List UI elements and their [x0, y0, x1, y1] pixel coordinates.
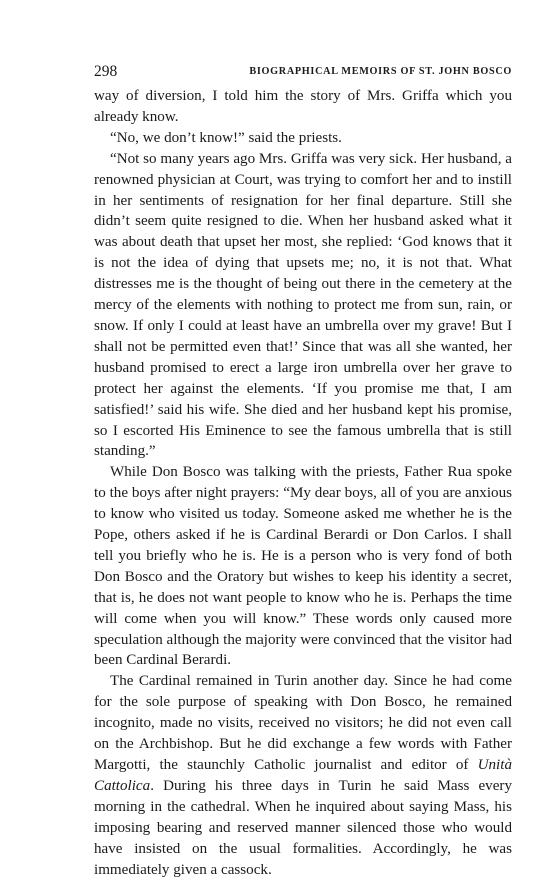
paragraph-father-rua: While Don Bosco was talking with the priests, Father Rua spoke to the boys after night prayers: “My dear boys, all of you are anxious to know who visited us today. Someone asked me whether he is the Pope, others asked if he is Cardinal Berardi or Don Carlos. I shall tell you briefly who he is. He is a person who is very fond of both Don Bosco and the Oratory but wishes to keep his identity a secret, that is, he does not want people to know who he is. Perhaps the time will come when you will know.” These words only caused more speculation although the majority were convinced that the visitor had been Cardinal Berardi. [94, 464, 512, 669]
paragraph-text-before: The Cardinal remained in Turin another day. Since he had come for the sole purpose of speaking with Don Bosco, he remained incognito, made no visits, received no visitors; he did not even call on the Archbishop. But he did exchange a few words with Father Margotti, the staunchly Catholic journalist and editor of [94, 673, 512, 773]
newspaper-title: Unità Cattolica [94, 757, 512, 794]
paragraph-griffa-story: “Not so many years ago Mrs. Griffa was very sick. Her husband, a renowned physician at Court, was trying to comfort her and to instill in her sentiments of resignation for her final departure. Still she didn’t seem quite resigned to die. When her husband asked what it was about death that upset her most, she replied: ‘God knows that it is not the idea of dying that upsets me; no, it is not that. What distresses me is the thought of being out there in the cemetery at the mercy of the elements with nothing to protect me from sun, rain, or snow. If only I could at least have an umbrella over my grave! But I shall not be permitted even that!’ Since that was all she wanted, her husband promised to erect a large iron umbrella over her grave to protect her against the elements. ‘If you promise me that, I am satisfied!’ said his wife. She died and her husband kept his promise, so I escorted His Eminence to see the famous umbrella that is still standing.” [94, 150, 512, 460]
running-head [94, 61, 512, 83]
paragraph-cardinal-turin [94, 671, 512, 880]
body-text [94, 86, 512, 880]
page-number: 298 [94, 63, 118, 80]
paragraph-priests-reply: “No, we don’t know!” said the priests. [110, 129, 342, 146]
running-title: BIOGRAPHICAL MEMOIRS OF ST. JOHN BOSCO [249, 66, 512, 77]
paragraph-text-after: . During his three days in Turin he said Mass every morning in the cathedral. When he inquired about saying Mass, his imposing bearing and reserved manner silenced those who would have insisted on the usual formalities. Accordingly, he was immediately given a cassock. [94, 777, 512, 878]
paragraph-continued: way of diversion, I told him the story of Mrs. Griffa which you already know. [94, 88, 512, 125]
book-page [94, 61, 512, 880]
